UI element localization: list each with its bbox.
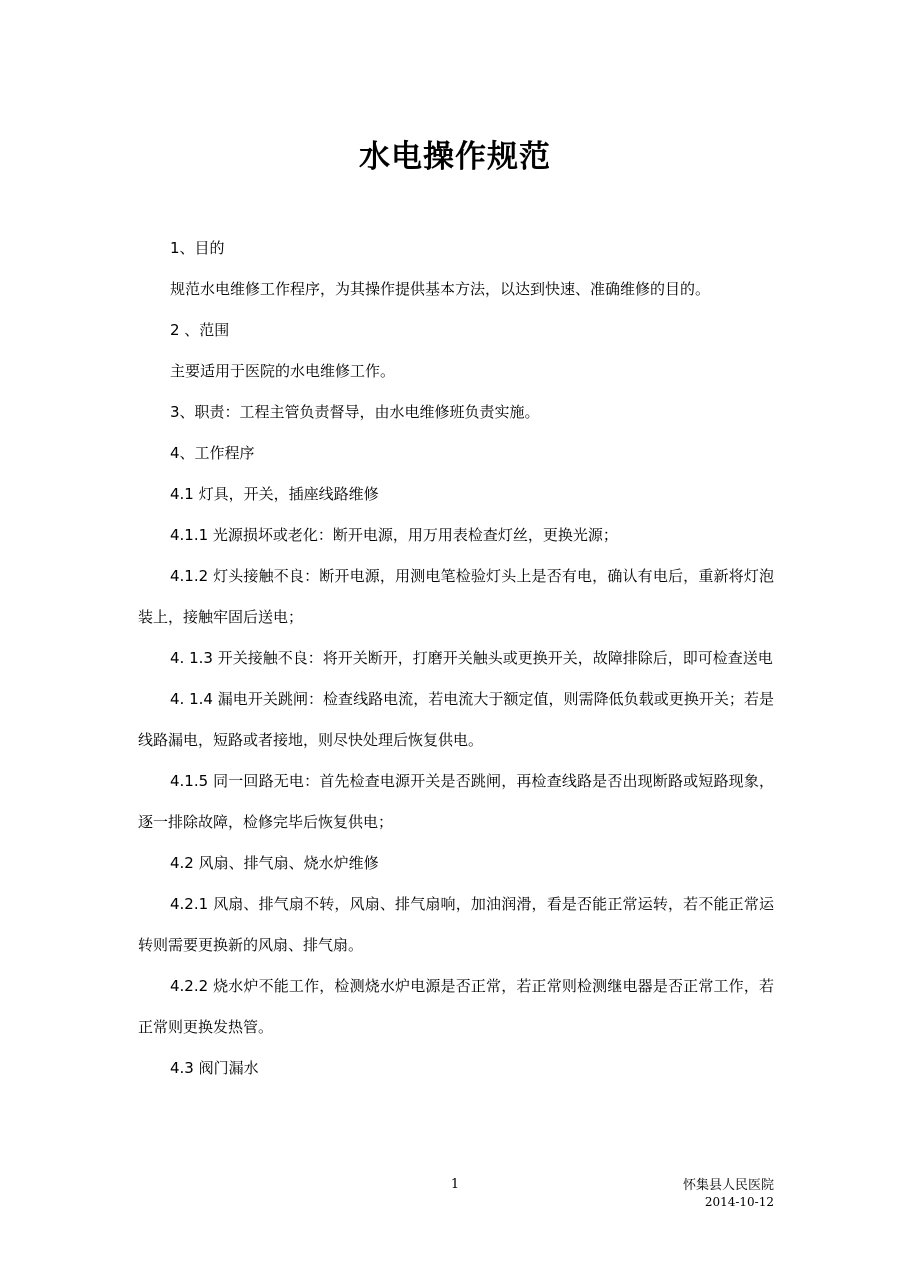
paragraph-section-4-3: 4.3 阀门漏水 xyxy=(170,1059,259,1077)
footer-page-number: 1 xyxy=(450,1177,460,1192)
document-body xyxy=(138,228,774,1089)
paragraph-section-4-1-5: 4.1.5 同一回路无电：首先检查电源开关是否跳闸，再检查线路是否出现断路或短路现象，逐一排除故障，检修完毕后恢复供电； xyxy=(138,772,774,831)
paragraph-section-4-1-1: 4.1.1 光源损坏或老化：断开电源，用万用表检查灯丝，更换光源； xyxy=(170,526,618,544)
footer-info xyxy=(683,1177,774,1211)
paragraph-section-4-1: 4.1 灯具，开关，插座线路维修 xyxy=(170,485,379,503)
paragraph-section-4-1-4: 4. 1.4 漏电开关跳闸：检查线路电流，若电流大于额定值，则需降低负载或更换开关；若是线路漏电，短路或者接地，则尽快处理后恢复供电。 xyxy=(138,690,774,749)
paragraph-scope-text: 主要适用于医院的水电维修工作。 xyxy=(170,362,396,380)
document-title: 水电操作规范 xyxy=(359,139,551,175)
paragraph-responsibility: 3、职责：工程主管负责督导，由水电维修班负责实施。 xyxy=(170,403,540,421)
paragraph-section-4-2-1: 4.2.1 风扇、排气扇不转，风扇、排气扇响，加油润滑，看是否能正常运转，若不能正常运转则需要更换新的风扇、排气扇。 xyxy=(138,895,774,954)
footer-organization: 怀集县人民医院 xyxy=(682,1178,774,1193)
paragraph-scope-heading: 2 、范围 xyxy=(170,321,230,339)
paragraph-section-4-2: 4.2 风扇、排气扇、烧水炉维修 xyxy=(170,854,379,872)
paragraph-section-4-1-3: 4. 1.3 开关接触不良：将开关断开，打磨开关触头或更换开关，故障排除后，即可检查送电 xyxy=(170,649,773,667)
paragraph-section-4-1-2: 4.1.2 灯头接触不良：断开电源，用测电笔检验灯头上是否有电，确认有电后，重新将灯泡装上，接触牢固后送电； xyxy=(138,567,774,626)
paragraph-purpose-heading: 1、目的 xyxy=(170,239,225,257)
paragraph-section-4-2-2: 4.2.2 烧水炉不能工作，检测烧水炉电源是否正常，若正常则检测继电器是否正常工作，若正常则更换发热管。 xyxy=(138,977,774,1036)
paragraph-procedure-heading: 4、工作程序 xyxy=(170,444,255,462)
footer-date: 2014-10-12 xyxy=(704,1195,774,1209)
paragraph-purpose-text: 规范水电维修工作程序，为其操作提供基本方法，以达到快速、准确维修的目的。 xyxy=(170,280,711,298)
